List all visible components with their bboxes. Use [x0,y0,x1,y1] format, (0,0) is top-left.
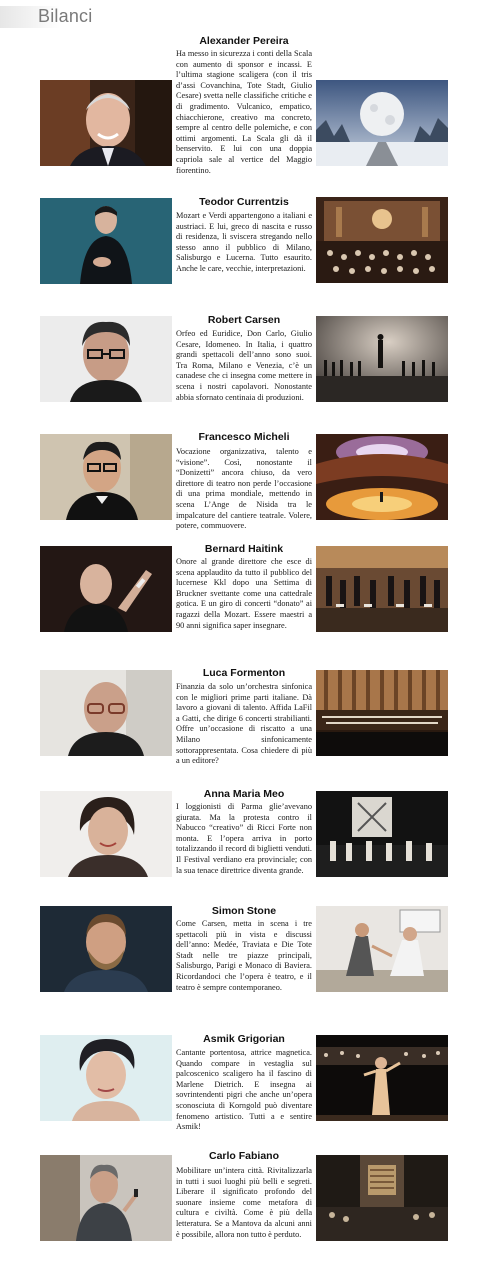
portrait-photo [40,906,172,992]
portrait-photo [40,80,172,166]
stage-photo [316,434,448,520]
entry-text: Onore al grande direttore che esce di scena applaudito da tutto il pubblico del lucernese Kkl dopo una Settima di Bruckner svettante come una cattedrale gotica. E un giro di concerti “donato” ai ragazzi della Mozart. Essere maestri a 90 anni significa saper insegnare. [176,557,312,630]
entry-name: Bernard Haitink [204,543,284,555]
entry-text: Vocazione organizzativa, talento e “visione”. Così, nonostante il “Donizetti” ancora chiuso, da vero direttore di teatro non perde l’occasione di una prima mondiale, mettendo in scena L’Ange de Nisida tra le impalcature del cantiere teatrale. Volere, potere, commuovere. [176,447,312,531]
entry-text: Come Carsen, metta in scena i tre spettacoli più in vista e discussi dell’anno: Medée, Traviata e Die Tote Stadt nelle tre piazze principali, Salisburgo, Parigi e Monaco di Baviera. Ricordandoci che l’opera è teatro, e il teatro è sempre contemporaneo. [176,919,312,992]
section-header [0,0,487,34]
entry-name: Asmik Grigorian [203,1033,285,1045]
stage-photo [316,670,448,756]
portrait-photo [40,546,172,632]
entry-name: Teodor Currentzis [199,196,289,208]
portrait-photo [40,1155,172,1241]
entry-name: Luca Formenton [202,667,286,679]
portrait-photo [40,316,172,402]
entry-text: I loggionisti di Parma glie’avevano giurata. Ma la protesta contro il Nabucco “creativo” di Ricci Forte non monta. E l’opera arriva in porto totalizzando il record di biglietti venduti. Il Festival verdiano era provinciale; con la sua tenace direttrice diventa grande. [176,802,312,875]
entry-name: Alexander Pereira [199,35,289,47]
entry-text: Finanzia da solo un’orchestra sinfonica con le migliori prime parti italiane. Dà lavoro a giovani di talento. Affida LaFil a Gatti, che dirige 6 concerti strabilianti. Offre un’occasione di riscatto a una Milano sinfonicamente sottorappresentata. Cosa chiedere di più a un editore? [176,682,312,766]
stage-photo [316,80,448,166]
portrait-photo [40,198,172,284]
entry-text: Mobilitare un’intera città. Rivitalizzarla in tutti i suoi luoghi più belli e segreti. Liberare il significato profondo del suonare insieme come metafora di cultura e civiltà. Come è più della letteratura. Se a Mantova da alcuni anni è possibile, allora non tutto è perduto. [176,1166,312,1239]
stage-photo [316,791,448,877]
stage-photo [316,197,448,283]
entry-text: Orfeo ed Euridice, Don Carlo, Giulio Cesare, Idomeneo. In Italia, i quattro grandi spettacoli dell’anno sono suoi. Tra Roma, Milano e Venezia, c’è un canadese che ci insegna come mettere in scena i nostri capolavori. Nonostante abbia sfornato centinaia di produzioni. [176,329,312,402]
portrait-photo [40,1035,172,1121]
section-title: Bilanci [38,6,93,26]
entry-name: Robert Carsen [207,314,281,326]
entry-name: Simon Stone [211,905,277,917]
entry-name: Carlo Fabiano [208,1150,279,1162]
entry-name: Anna Maria Meo [203,788,285,800]
entry-text: Cantante portentosa, attrice magnetica. Quando compare in vestaglia sul palcoscenico scaligero ha il fascino di Marlene Dietrich. E insegna ai sovrintendenti pigri che anche un’opera sconosciuta di Korngold può diventare fenomeno artistico. Tutti a e sentire Asmik! [176,1048,312,1132]
entry-name: Francesco Micheli [198,431,290,443]
stage-photo [316,1155,448,1241]
portrait-photo [40,434,172,520]
stage-photo [316,906,448,992]
stage-photo [316,546,448,632]
portrait-photo [40,670,172,756]
portrait-photo [40,791,172,877]
entry-text: Ha messo in sicurezza i conti della Scala con aumento di sponsor e incassi. E l’ultima stagione scaligera (con il tris d’assi Covanchina, Tote Stadt, Giulio Cesare) svetta nelle classifiche critiche e di gradimento. Vulcanico, empatico, chiacchierone, creativo ma concreto, sempre al centro delle polemiche, e con ottimi argomenti. La Scala gli dà il benservito. E lui con una doppia capriola sale al vertice del Maggio fiorentino. [176,49,312,175]
entry-text: Mozart e Verdi appartengono a italiani e austriaci. E lui, greco di nascita e russo di residenza, li sviscera stregando nello stesso anno il pubblico di Milano, Salisburgo e Lucerna. Tutto esaurito. Anche le care, vecchie, interpretazioni. [176,211,312,273]
stage-photo [316,316,448,402]
stage-photo [316,1035,448,1121]
